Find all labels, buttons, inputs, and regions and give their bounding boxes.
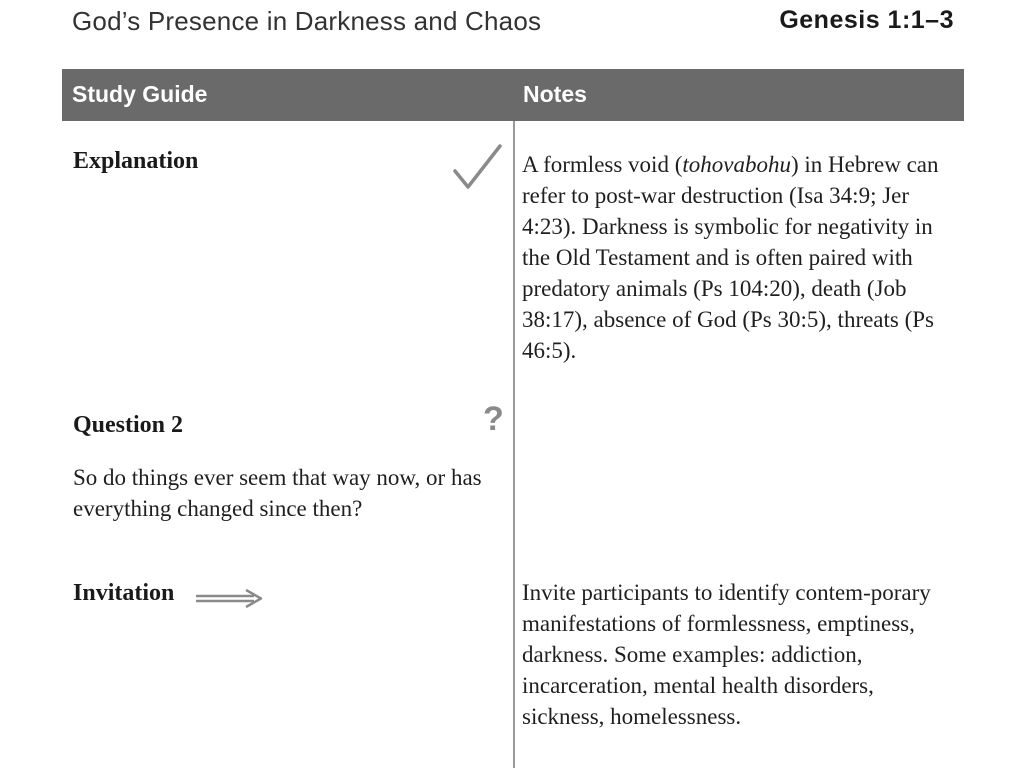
column-divider xyxy=(513,121,515,768)
explanation-label: Explanation xyxy=(73,148,199,174)
notes-heading: Notes xyxy=(523,81,587,107)
hebrew-term: tohovabohu xyxy=(682,152,791,177)
question-icon: ? xyxy=(483,400,504,438)
table-header-bar xyxy=(62,69,964,121)
invitation-note: Invite participants to identify contem-porary manifestations of formlessness, emptiness, darkness. Some examples: addiction, incarceration, mental health disorders, sickness, homelessness. xyxy=(522,580,931,729)
question-label: Question 2 xyxy=(73,412,184,438)
explanation-note-part1: A formless void ( xyxy=(522,152,683,177)
study-guide-heading: Study Guide xyxy=(72,81,208,107)
explanation-note-part2: ) in Hebrew can refer to post-war destruction (Isa 34:9; Jer 4:23). Darkness is symbolic for negativity in the Old Testament and is often paired with predatory animals (Ps 104:20), death (Job 38:17), absence of God (Ps 30:5), threats (Ps 46:5). xyxy=(522,152,939,363)
arrow-right-icon xyxy=(194,588,264,610)
scripture-reference: Genesis 1:1–3 xyxy=(779,6,954,34)
page-title: God’s Presence in Darkness and Chaos xyxy=(72,6,542,36)
check-icon xyxy=(452,143,502,191)
explanation-note xyxy=(522,149,962,366)
question-text: So do things ever seem that way now, or has everything changed since then? xyxy=(73,465,482,521)
invitation-label: Invitation xyxy=(73,580,175,606)
